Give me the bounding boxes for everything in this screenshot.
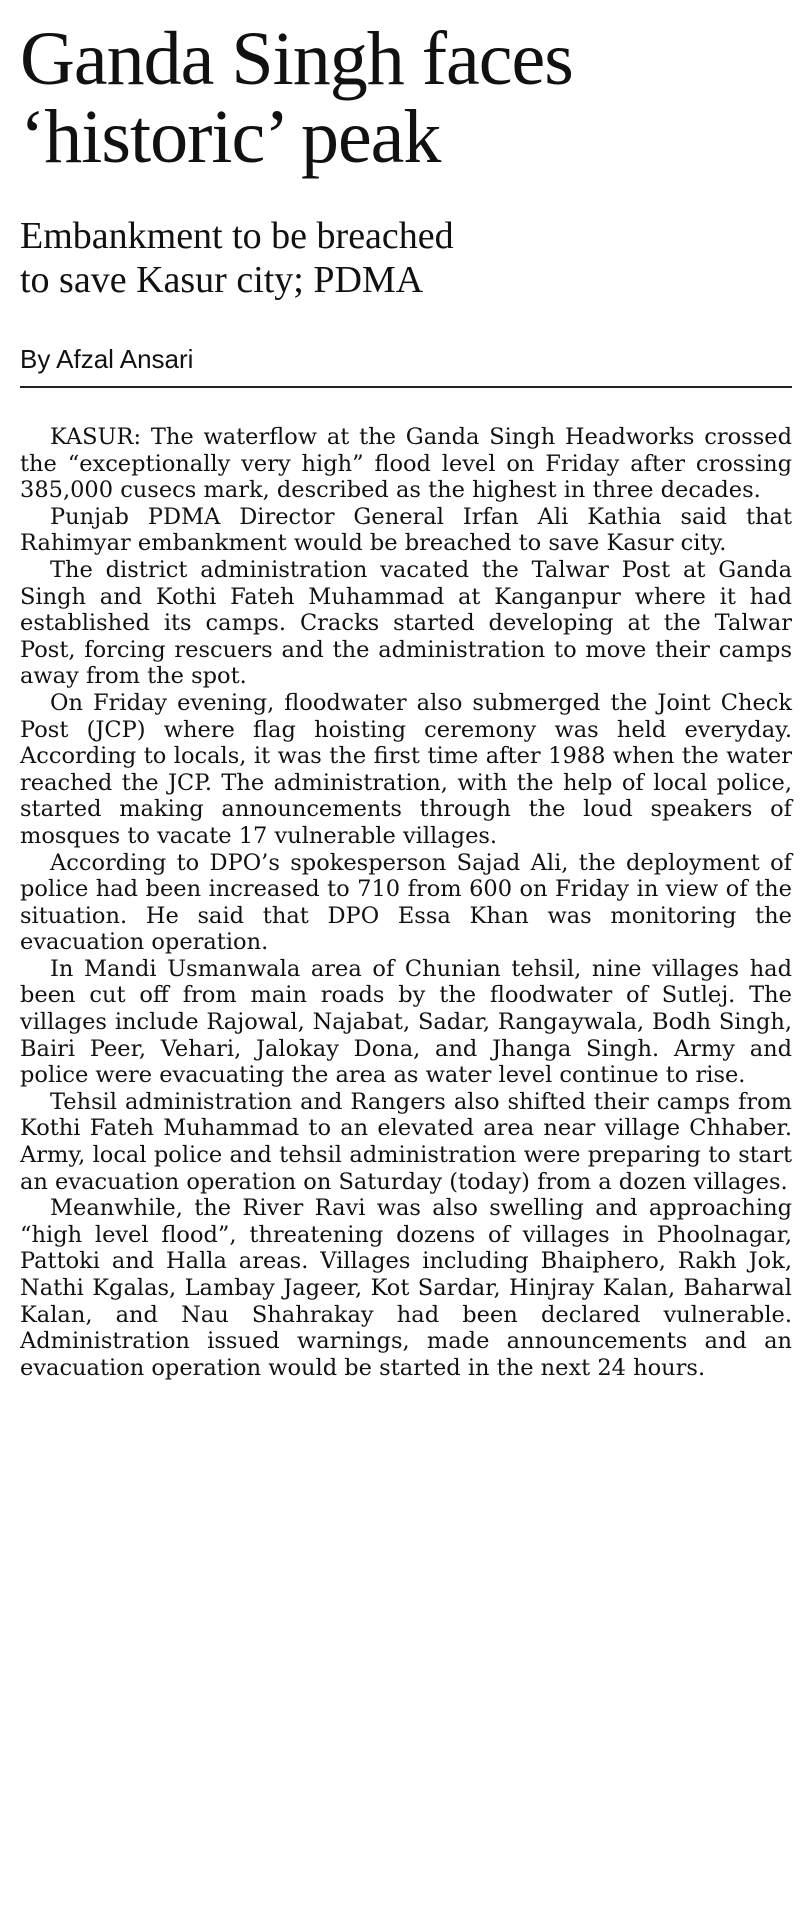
paragraph: Punjab PDMA Director General Irfan Ali Kathia said that Rahimyar embankment would be breached to save Kasur city.: [20, 503, 792, 557]
byline-divider: [20, 386, 792, 388]
headline-line-1: Ganda Singh faces: [20, 17, 573, 101]
paragraph: Tehsil administration and Rangers also shifted their camps from Kothi Fateh Muhammad to an elevated area near village Chhaber. Army, local police and tehsil administration were preparing to start an evacuation operation on Saturday (today) from a dozen villages.: [20, 1088, 792, 1195]
paragraph: Meanwhile, the River Ravi was also swelling and approaching “high level flood”, threatening dozens of villages in Phoolnagar, Pattoki and Halla areas. Villages including Bhaiphero, Rakh Jok, Nathi Kgalas, Lambay Jageer, Kot Sardar, Hinjray Kalan, Baharwal Kalan, and Nau Shahrakay had been declared vulnerable. Administration issued warnings, made announcements and an evacuation operation would be started in the next 24 hours.: [20, 1195, 792, 1381]
news-article: [20, 0, 792, 1381]
paragraph: KASUR: The waterflow at the Ganda Singh Headworks crossed the “exceptionally very high” flood level on Friday after crossing 385,000 cusecs mark, described as the highest in three decades.: [20, 424, 792, 504]
subheadline-line-2: to save Kasur city; PDMA: [20, 259, 424, 301]
paragraph: According to DPO’s spokesperson Sajad Ali, the deployment of police had been increased to 710 from 600 on Friday in view of the situation. He said that DPO Essa Khan was monitoring the evacuation operation.: [20, 849, 792, 956]
paragraph: The district administration vacated the Talwar Post at Ganda Singh and Kothi Fateh Muhammad at Kanganpur where it had established its camps. Cracks started developing at the Talwar Post, forcing rescuers and the administration to move their camps away from the spot.: [20, 556, 792, 690]
headline-line-2: ‘historic’ peak: [20, 95, 441, 179]
paragraph: On Friday evening, floodwater also submerged the Joint Check Post (JCP) where flag hoisting ceremony was held everyday. According to locals, it was the first time after 1988 when the water reached the JCP. The administration, with the help of local police, started making announcements through the loud speakers of mosques to vacate 17 vulnerable villages.: [20, 689, 792, 849]
byline: By Afzal Ansari: [20, 344, 194, 374]
subheadline: [20, 214, 792, 302]
paragraph: In Mandi Usmanwala area of Chunian tehsil, nine villages had been cut off from main roads by the floodwater of Sutlej. The villages include Rajowal, Najabat, Sadar, Rangaywala, Bodh Singh, Bairi Peer, Vehari, Jalokay Dona, and Jhanga Singh. Army and police were evacuating the area as water level continue to rise.: [20, 955, 792, 1089]
article-body: [20, 424, 792, 1381]
subheadline-line-1: Embankment to be breached: [20, 215, 454, 257]
headline: [20, 0, 792, 179]
